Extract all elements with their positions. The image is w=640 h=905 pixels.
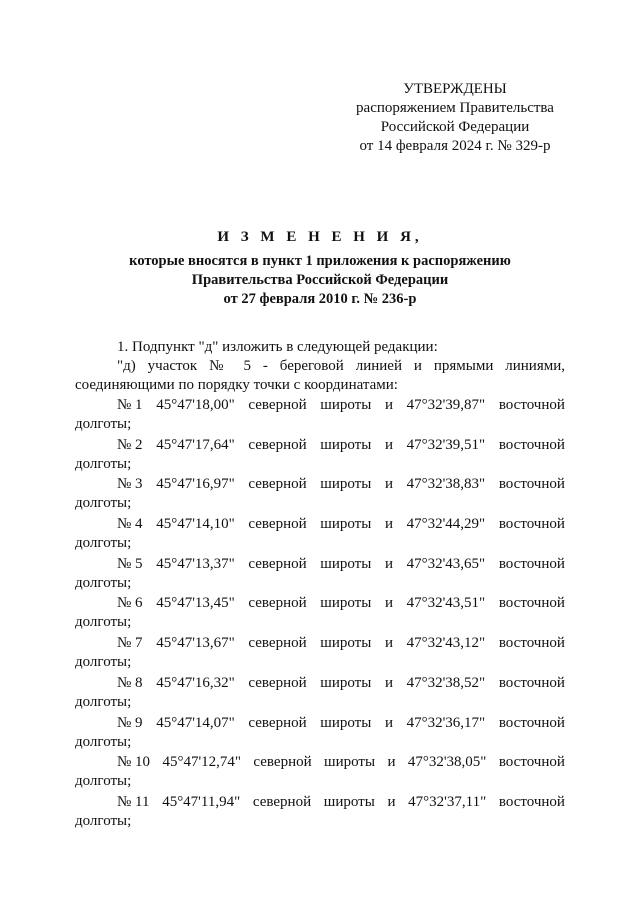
conjunction: и (384, 476, 393, 493)
longitude-value: 47°32'39,87" (406, 397, 486, 413)
coordinate-item (75, 793, 565, 832)
latitude-label: северной (248, 516, 307, 533)
latitude-label: северной (248, 595, 307, 612)
longitude-value: 47°32'37,11" (408, 793, 487, 810)
coordinate-item (75, 674, 565, 713)
approval-stamp (350, 80, 560, 156)
point-number: № 10 (117, 754, 151, 771)
latitude-value: 45°47'14,10" (156, 516, 235, 533)
latitude-value: 45°47'14,07" (156, 714, 235, 731)
paragraph-2-line-1: "д) участок № 5 - береговой линией и прямыми линиями, (117, 358, 565, 374)
latitude-label-2: широты (320, 674, 372, 691)
latitude-label-2: широты (320, 555, 372, 572)
longitude-label: восточной (498, 476, 565, 493)
latitude-label: северной (248, 436, 307, 453)
coordinate-line (75, 793, 565, 812)
paragraph-1: 1. Подпункт "д" изложить в следующей редакции: (117, 339, 438, 355)
approval-line-3: Российской Федерации (380, 119, 530, 135)
point-number: № 8 (117, 674, 143, 691)
coordinate-item (75, 594, 565, 633)
conjunction: и (384, 516, 393, 533)
coordinate-line (75, 515, 565, 534)
latitude-value: 45°47'12,74" (162, 754, 242, 771)
latitude-label-2: широты (320, 476, 372, 493)
coordinate-line (75, 475, 565, 494)
paragraph-2-line-2: соединяющими по порядку точки с координатами: (75, 377, 398, 393)
point-number: № 11 (117, 793, 150, 810)
conjunction: и (384, 714, 393, 731)
latitude-label-2: широты (320, 516, 372, 533)
longitude-continuation: долготы; (75, 693, 132, 710)
conjunction: и (384, 397, 393, 413)
longitude-continuation: долготы; (75, 535, 132, 552)
longitude-continuation: долготы; (75, 416, 132, 432)
latitude-label-2: широты (323, 793, 375, 810)
point-number: № 4 (117, 516, 143, 533)
longitude-continuation: долготы; (75, 654, 132, 671)
longitude-label: восточной (498, 555, 565, 572)
latitude-label: северной (252, 793, 312, 810)
longitude-continuation: долготы; (75, 574, 132, 591)
longitude-label: восточной (498, 674, 565, 691)
title-line-2: Правительства Российской Федерации (191, 272, 449, 288)
latitude-value: 45°47'17,64" (156, 436, 235, 453)
coordinate-list (75, 396, 565, 832)
coordinate-item (75, 753, 565, 792)
latitude-value: 45°47'16,97" (156, 476, 235, 493)
approval-line-4: от 14 февраля 2024 г. № 329-р (359, 138, 551, 154)
latitude-label: северной (248, 714, 307, 731)
coordinate-item (75, 555, 565, 594)
latitude-label-2: широты (320, 436, 372, 453)
conjunction: и (384, 674, 393, 691)
longitude-label: восточной (498, 635, 565, 652)
point-number: № 6 (117, 595, 143, 612)
latitude-label-2: широты (320, 397, 372, 413)
conjunction: и (384, 635, 393, 652)
latitude-value: 45°47'13,45" (156, 595, 235, 612)
longitude-value: 47°32'38,83" (406, 476, 486, 493)
latitude-value: 45°47'16,32" (156, 674, 235, 691)
coordinate-line (75, 634, 565, 653)
coordinate-line (75, 436, 565, 455)
coordinate-line (75, 396, 565, 415)
conjunction: и (387, 754, 396, 771)
point-number: № 1 (117, 397, 143, 413)
title-line-1: которые вносятся в пункт 1 приложения к распоряжению (129, 253, 511, 269)
conjunction: и (384, 436, 393, 453)
longitude-value: 47°32'36,17" (406, 714, 486, 731)
longitude-continuation: долготы; (75, 455, 132, 472)
latitude-label: северной (248, 674, 307, 691)
latitude-label: северной (253, 754, 312, 771)
longitude-value: 47°32'39,51" (406, 436, 486, 453)
point-number: № 3 (117, 476, 143, 493)
longitude-continuation: долготы; (75, 495, 132, 512)
latitude-value: 45°47'13,67" (156, 635, 235, 652)
point-number: № 5 (117, 555, 143, 572)
longitude-label: восточной (498, 714, 565, 731)
conjunction: и (387, 793, 396, 810)
latitude-value: 45°47'13,37" (156, 555, 235, 572)
coordinate-line (75, 674, 565, 693)
coordinate-line (75, 555, 565, 574)
coordinate-item (75, 714, 565, 753)
longitude-label: восточной (498, 397, 565, 413)
point-number: № 9 (117, 714, 143, 731)
longitude-value: 47°32'38,52" (406, 674, 486, 691)
longitude-label: восточной (498, 793, 565, 810)
approval-line-1: УТВЕРЖДЕНЫ (403, 81, 507, 97)
longitude-label: восточной (498, 754, 565, 771)
coordinate-item (75, 475, 565, 514)
longitude-value: 47°32'43,12" (406, 635, 486, 652)
latitude-value: 45°47'11,94" (162, 793, 241, 810)
latitude-label: северной (248, 555, 307, 572)
title-line-3: от 27 февраля 2010 г. № 236-р (223, 291, 417, 307)
latitude-label-2: широты (320, 595, 372, 612)
longitude-label: восточной (498, 436, 565, 453)
longitude-value: 47°32'43,65" (406, 555, 486, 572)
latitude-label: северной (248, 476, 307, 493)
latitude-label: северной (248, 635, 307, 652)
conjunction: и (384, 595, 393, 612)
coordinate-item (75, 634, 565, 673)
coordinate-item (75, 515, 565, 554)
longitude-continuation: долготы; (75, 812, 132, 829)
longitude-continuation: долготы; (75, 614, 132, 631)
longitude-continuation: долготы; (75, 773, 132, 790)
approval-line-2: распоряжением Правительства (356, 100, 554, 116)
conjunction: и (384, 555, 393, 572)
latitude-value: 45°47'18,00" (156, 397, 235, 413)
longitude-value: 47°32'38,05" (407, 754, 487, 771)
latitude-label-2: широты (324, 754, 376, 771)
latitude-label-2: широты (320, 635, 372, 652)
coordinate-item (75, 436, 565, 475)
document-body (75, 338, 565, 832)
latitude-label: северной (248, 397, 307, 413)
coordinate-line (75, 714, 565, 733)
document-title (75, 228, 565, 309)
longitude-value: 47°32'43,51" (406, 595, 486, 612)
point-number: № 7 (117, 635, 143, 652)
coordinate-line (75, 594, 565, 613)
point-number: № 2 (117, 436, 143, 453)
longitude-continuation: долготы; (75, 733, 132, 750)
longitude-value: 47°32'44,29" (406, 516, 486, 533)
latitude-label-2: широты (320, 714, 372, 731)
longitude-label: восточной (498, 595, 565, 612)
coordinate-line (75, 753, 565, 772)
title-heading: И З М Е Н Е Н И Я, (217, 229, 423, 245)
longitude-label: восточной (498, 516, 565, 533)
coordinate-item (75, 396, 565, 435)
